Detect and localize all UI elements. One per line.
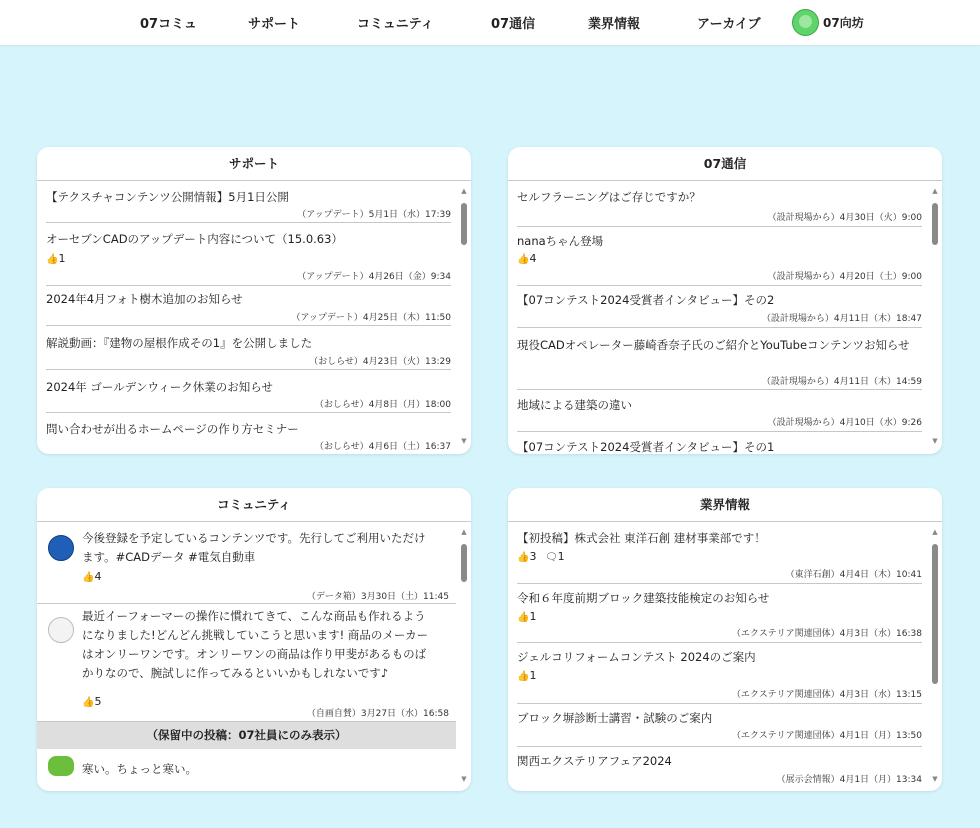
scroll-up-icon[interactable]: ▲ [461,187,467,195]
post-meta: （設計現場から）4月11日（木）14:59 [761,377,922,387]
post-title[interactable]: 令和６年度前期ブロック建築技能検定のお知らせ [517,591,770,605]
nav-07tsushin[interactable]: 07通信 [491,17,536,32]
tsushin-post[interactable] [517,233,922,286]
like-count[interactable]: 👍4 [517,252,537,265]
scrollbar[interactable] [460,528,468,783]
industry-post[interactable] [517,590,922,643]
post-title[interactable]: 【初投稿】株式会社 東洋石創 建材事業部です！ [517,531,766,545]
support-post[interactable] [46,189,451,223]
post-meta: （展示会情報）4月1日（月）13:34 [776,775,922,785]
scroll-down-icon[interactable]: ▼ [932,775,938,783]
thumbs-up-icon: 👍 [82,697,95,708]
scrollbar-thumb[interactable] [932,544,938,684]
post-meta: （設計現場から）4月30日（火）9:00 [767,213,922,223]
thumbs-up-icon: 👍 [517,671,530,682]
nav-industry-info[interactable]: 業界情報 [588,17,641,32]
tsushin-post[interactable] [517,439,922,454]
post-title[interactable]: 地域による建築の違い [517,398,632,412]
support-post-list[interactable] [37,181,471,454]
industry-post[interactable] [517,753,922,787]
thumbs-up-icon: 👍 [517,254,530,265]
post-title[interactable]: 現役CADオペレーター藤崎香奈子氏のご紹介とYouTubeコンテンツお知らせ [517,338,910,352]
industry-post-list[interactable] [508,522,942,791]
user-name[interactable]: 07向坊 [823,16,864,30]
thumbs-up-icon: 👍 [517,612,530,623]
tsushin-post[interactable] [517,335,922,390]
scrollbar[interactable] [931,187,939,445]
scroll-down-icon[interactable]: ▼ [932,437,938,445]
thumbs-up-icon: 👍 [82,572,95,583]
user-avatar[interactable] [792,9,819,36]
nav-community[interactable]: コミュニティ [357,17,434,32]
tsushin-panel-title: 07通信 [508,147,942,181]
like-count[interactable]: 👍1 [46,252,66,265]
user-avatar-icon[interactable] [48,617,74,643]
scroll-up-icon[interactable]: ▲ [932,187,938,195]
scroll-up-icon[interactable]: ▲ [932,528,938,536]
scrollbar-thumb[interactable] [461,203,467,245]
community-post[interactable] [37,526,456,604]
post-meta: （設計現場から）4月10日（水）9:26 [767,418,922,428]
post-meta: （エクステリア関連団体）4月1日（月）13:50 [731,731,922,741]
post-meta: （自画自賛）3月27日（水）16:58 [306,709,449,719]
industry-post[interactable] [517,530,922,584]
like-count[interactable]: 👍4 [82,570,102,583]
support-post[interactable] [46,291,451,326]
post-title[interactable]: 【テクスチャコンテンツ公開情報】5月1日公開 [46,190,289,204]
post-title[interactable]: オーセブンCADのアップデート内容について（15.0.63） [46,232,343,246]
like-count[interactable]: 👍1 [517,610,537,623]
post-text[interactable]: 最近イーフォーマーの操作に慣れてきて、こんな商品も作れるようになりました!どんどん挑戦していこうと思います! 商品のメーカーはオンリーワンです。オンリーワンの商品は作り甲斐があるものばかりなので、腕試しに作ってみるといいかもしれないです♪ [82,609,429,680]
industry-panel [508,488,942,791]
nav-support[interactable]: サポート [248,17,301,32]
tsushin-post[interactable] [517,292,922,328]
post-title[interactable]: 【07コンテスト2024受賞者インタビュー】その1 [517,440,775,454]
post-meta: （おしらせ）4月6日（土）16:37 [314,442,451,452]
reaction-counts[interactable]: 👍3 🗨1 [517,550,565,563]
post-title[interactable]: 関西エクステリアフェア2024 [517,754,672,768]
top-navigation [0,0,980,45]
scrollbar[interactable] [460,187,468,445]
post-meta: （アップデート）5月1日（水）17:39 [297,210,451,220]
user-avatar-icon[interactable] [48,535,74,561]
nav-archive[interactable]: アーカイブ [697,17,761,32]
support-post[interactable] [46,379,451,413]
post-title[interactable]: ジェルコリフォームコンテスト 2024のご案内 [517,650,756,664]
tsushin-post[interactable] [517,189,922,227]
avatar-face-icon [799,15,812,28]
scrollbar-thumb[interactable] [461,544,467,582]
support-panel-title: サポート [37,147,471,181]
post-meta: （東洋石創）4月4日（木）10:41 [785,570,922,580]
community-panel [37,488,471,791]
scroll-up-icon[interactable]: ▲ [461,528,467,536]
comment-icon: 🗨 [544,552,558,563]
like-count[interactable]: 👍5 [82,695,102,708]
tsushin-post[interactable] [517,397,922,432]
post-meta: （設計現場から）4月11日（木）18:47 [761,314,922,324]
pending-posts-label: （保留中の投稿：07社員にのみ表示） [37,722,456,749]
post-title[interactable]: 問い合わせが出るホームページの作り方セミナー [46,422,299,436]
post-title[interactable]: 解説動画：『建物の屋根作成その1』を公開しました [46,336,313,350]
tsushin-post-list[interactable] [508,181,942,454]
industry-post[interactable] [517,710,922,747]
support-post[interactable] [46,335,451,370]
community-post-list[interactable] [37,522,471,791]
post-title[interactable]: ブロック塀診断士講習・試験のご案内 [517,711,713,725]
post-meta: （設計現場から）4月20日（土）9:00 [767,272,922,282]
community-post[interactable] [37,607,456,722]
support-post[interactable] [46,421,451,454]
scrollbar[interactable] [931,528,939,783]
post-title[interactable]: nanaちゃん登場 [517,234,604,248]
like-count[interactable]: 👍1 [517,669,537,682]
thumbs-up-icon: 👍 [517,552,530,563]
post-title[interactable]: 2024年 ゴールデンウィーク休業のお知らせ [46,380,273,394]
user-avatar-icon[interactable] [48,756,74,776]
industry-post[interactable] [517,649,922,704]
post-meta: （アップデート）4月25日（木）11:50 [291,313,451,323]
scroll-down-icon[interactable]: ▼ [461,775,467,783]
tsushin-panel [508,147,942,454]
post-meta: （おしらせ）4月8日（月）18:00 [314,400,451,410]
post-meta: （アップデート）4月26日（金）9:34 [297,272,451,282]
support-post[interactable] [46,231,451,286]
post-title[interactable]: セルフラーニングはご存じですか？ [517,190,701,204]
scrollbar-thumb[interactable] [932,203,938,245]
post-meta: （エクステリア関連団体）4月3日（水）13:15 [731,690,922,700]
post-title[interactable]: 2024年4月フォト樹木追加のお知らせ [46,292,243,306]
post-meta: （おしらせ）4月23日（火）13:29 [309,357,451,367]
scroll-down-icon[interactable]: ▼ [461,437,467,445]
post-meta: （データ箱）3月30日（土）11:45 [306,592,449,602]
post-meta: （エクステリア関連団体）4月3日（水）16:38 [731,629,922,639]
pending-post-text[interactable]: 寒い。ちょっと寒い。 [82,762,197,776]
nav-07comyu[interactable]: 07コミュ [140,17,197,32]
community-panel-title: コミュニティ [37,488,471,522]
industry-panel-title: 業界情報 [508,488,942,522]
post-text[interactable]: 今後登録を予定しているコンテンツです。先行してご利用いただけます。#CADデータ #電気自動車 [82,531,426,564]
thumbs-up-icon: 👍 [46,254,59,265]
post-title[interactable]: 【07コンテスト2024受賞者インタビュー】その2 [517,293,775,307]
support-panel [37,147,471,454]
